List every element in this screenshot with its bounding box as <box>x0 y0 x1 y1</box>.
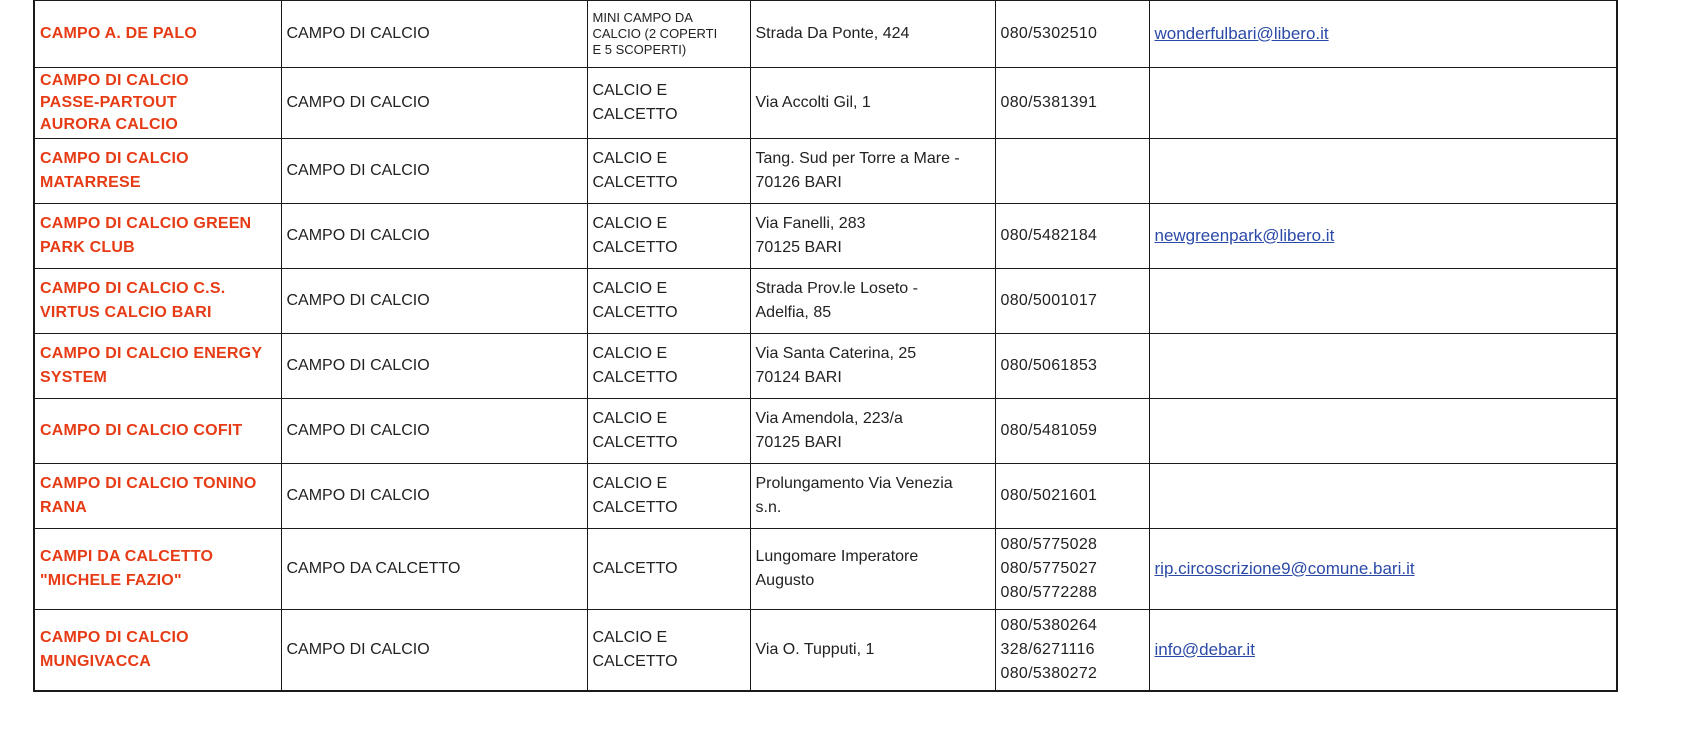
facility-email-cell <box>1149 399 1617 464</box>
facility-type: CAMPO DI CALCIO <box>281 269 587 334</box>
facility-phone: 080/5061853 <box>995 334 1149 399</box>
facility-phone: 080/5001017 <box>995 269 1149 334</box>
facility-phone: 080/5380264 328/6271116 080/5380272 <box>995 610 1149 692</box>
facility-name: CAMPO DI CALCIO MUNGIVACCA <box>34 610 281 692</box>
facility-address: Strada Da Ponte, 424 <box>750 1 995 68</box>
table-row <box>34 269 1617 334</box>
facility-sport: CALCIO E CALCETTO <box>587 204 750 269</box>
table-row <box>34 1 1617 68</box>
facility-type: CAMPO DI CALCIO <box>281 610 587 692</box>
table-row <box>34 334 1617 399</box>
facility-address: Via Fanelli, 283 70125 BARI <box>750 204 995 269</box>
facility-phone <box>995 139 1149 204</box>
facility-name: CAMPO A. DE PALO <box>34 1 281 68</box>
facility-email-cell <box>1149 464 1617 529</box>
facility-name: CAMPO DI CALCIO PASSE-PARTOUT AURORA CALCIO <box>34 68 281 139</box>
facility-sport: CALCIO E CALCETTO <box>587 464 750 529</box>
table-row <box>34 464 1617 529</box>
facility-name: CAMPO DI CALCIO TONINO RANA <box>34 464 281 529</box>
facility-address: Via Accolti Gil, 1 <box>750 68 995 139</box>
facility-name: CAMPO DI CALCIO COFIT <box>34 399 281 464</box>
table-row <box>34 204 1617 269</box>
facility-address: Strada Prov.le Loseto - Adelfia, 85 <box>750 269 995 334</box>
facility-address: Tang. Sud per Torre a Mare - 70126 BARI <box>750 139 995 204</box>
facility-sport: CALCETTO <box>587 529 750 610</box>
table-row <box>34 610 1617 692</box>
facility-address: Via Santa Caterina, 25 70124 BARI <box>750 334 995 399</box>
facility-type: CAMPO DA CALCETTO <box>281 529 587 610</box>
facility-type: CAMPO DI CALCIO <box>281 334 587 399</box>
facility-name: CAMPO DI CALCIO GREEN PARK CLUB <box>34 204 281 269</box>
facility-email-cell <box>1149 334 1617 399</box>
facility-phone: 080/5482184 <box>995 204 1149 269</box>
facility-email-cell <box>1149 610 1617 692</box>
facility-name: CAMPO DI CALCIO MATARRESE <box>34 139 281 204</box>
facility-sport: MINI CAMPO DA CALCIO (2 COPERTI E 5 SCOPERTI) <box>587 1 750 68</box>
facility-email-link[interactable]: wonderfulbari@libero.it <box>1154 23 1329 43</box>
facility-type: CAMPO DI CALCIO <box>281 68 587 139</box>
sports-facilities-table <box>33 0 1618 692</box>
table-row <box>34 399 1617 464</box>
facility-sport: CALCIO E CALCETTO <box>587 334 750 399</box>
facility-sport: CALCIO E CALCETTO <box>587 610 750 692</box>
facility-type: CAMPO DI CALCIO <box>281 139 587 204</box>
facility-phone: 080/5381391 <box>995 68 1149 139</box>
table-row <box>34 139 1617 204</box>
facility-phone: 080/5481059 <box>995 399 1149 464</box>
facility-email-link[interactable]: newgreenpark@libero.it <box>1154 225 1335 245</box>
facility-email-cell <box>1149 1 1617 68</box>
facility-email-cell <box>1149 68 1617 139</box>
facilities-sheet <box>33 0 1616 692</box>
facility-email-link[interactable]: info@debar.it <box>1154 639 1255 659</box>
facility-email-cell <box>1149 269 1617 334</box>
facility-address: Prolungamento Via Venezia s.n. <box>750 464 995 529</box>
facility-phone: 080/5775028 080/5775027 080/5772288 <box>995 529 1149 610</box>
facility-sport: CALCIO E CALCETTO <box>587 68 750 139</box>
facility-type: CAMPO DI CALCIO <box>281 204 587 269</box>
facility-type: CAMPO DI CALCIO <box>281 1 587 68</box>
table-row <box>34 529 1617 610</box>
facility-name: CAMPO DI CALCIO C.S. VIRTUS CALCIO BARI <box>34 269 281 334</box>
facility-name: CAMPI DA CALCETTO "MICHELE FAZIO" <box>34 529 281 610</box>
facility-sport: CALCIO E CALCETTO <box>587 269 750 334</box>
facility-address: Via Amendola, 223/a 70125 BARI <box>750 399 995 464</box>
facility-sport: CALCIO E CALCETTO <box>587 399 750 464</box>
facility-email-cell <box>1149 139 1617 204</box>
facility-email-link[interactable]: rip.circoscrizione9@comune.bari.it <box>1154 558 1415 578</box>
facility-type: CAMPO DI CALCIO <box>281 399 587 464</box>
facility-name: CAMPO DI CALCIO ENERGY SYSTEM <box>34 334 281 399</box>
facility-address: Lungomare Imperatore Augusto <box>750 529 995 610</box>
facility-email-cell <box>1149 529 1617 610</box>
table-row <box>34 68 1617 139</box>
facility-type: CAMPO DI CALCIO <box>281 464 587 529</box>
facility-address: Via O. Tupputi, 1 <box>750 610 995 692</box>
facility-email-cell <box>1149 204 1617 269</box>
facility-phone: 080/5021601 <box>995 464 1149 529</box>
facility-phone: 080/5302510 <box>995 1 1149 68</box>
facility-sport: CALCIO E CALCETTO <box>587 139 750 204</box>
